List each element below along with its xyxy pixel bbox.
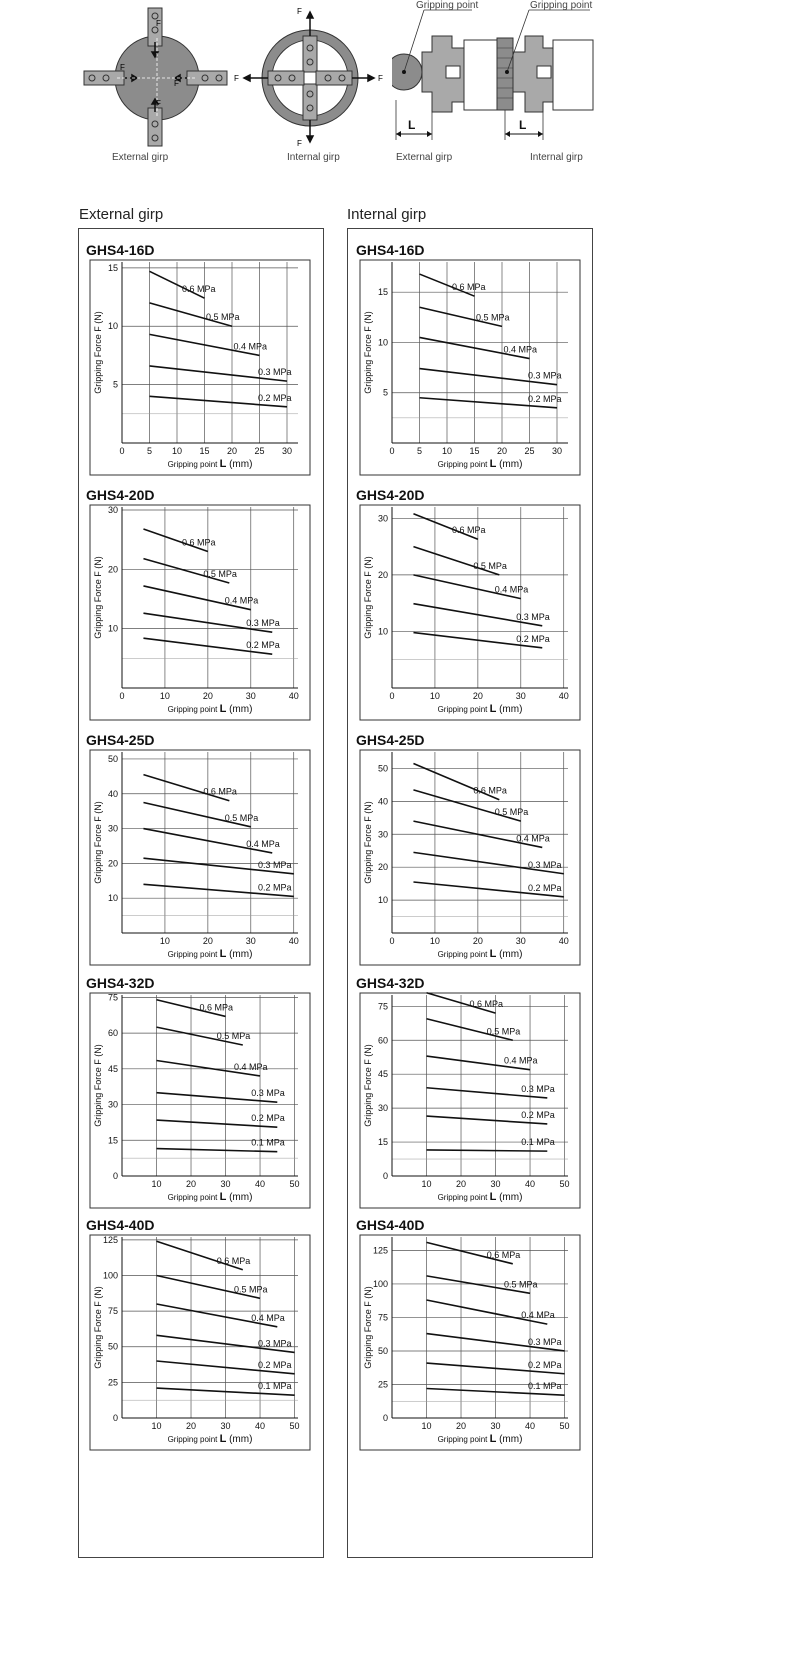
series-label: 0.6 MPa — [486, 1249, 521, 1260]
y-tick-label: 10 — [377, 337, 388, 348]
series-label: 0.2 MPa — [246, 640, 280, 651]
diagram-caption: External girp — [112, 152, 169, 163]
chart — [84, 240, 320, 475]
y-tick-label: 75 — [107, 992, 118, 1003]
series-label: 0.4 MPa — [251, 1312, 285, 1323]
series-label: 0.2 MPa — [258, 882, 292, 893]
series-label: 0.4 MPa — [246, 838, 280, 849]
y-tick-label: 0 — [112, 1171, 118, 1181]
series-label: 0.2 MPa — [258, 1359, 292, 1370]
x-tick-label: 40 — [288, 936, 299, 946]
chart-title: GHS4-40D — [86, 1217, 155, 1233]
chart-title: GHS4-16D — [356, 242, 425, 258]
chart-title: GHS4-16D — [86, 242, 155, 258]
series-label: 0.5 MPa — [203, 568, 237, 579]
series-label: 0.5 MPa — [216, 1031, 251, 1042]
chart — [84, 1215, 320, 1450]
series-label: 0.6 MPa — [182, 284, 216, 295]
series-label: 0.3 MPa — [521, 1083, 555, 1094]
series-label: 0.5 MPa — [504, 1279, 538, 1290]
y-tick-label: 30 — [377, 513, 388, 524]
series-label: 0.3 MPa — [516, 611, 550, 622]
y-tick-label: 0 — [112, 1413, 118, 1423]
diagram-external-circle — [70, 0, 250, 150]
series-label: 0.2 MPa — [258, 392, 292, 403]
x-tick-label: 30 — [281, 446, 293, 456]
y-tick-label: 40 — [107, 788, 118, 799]
x-tick-label: 40 — [525, 1179, 536, 1189]
series-label: 0.5 MPa — [473, 560, 507, 571]
series-label: 0.6 MPa — [216, 1255, 251, 1266]
x-tick-label: 5 — [416, 446, 423, 456]
series-label: 0.4 MPa — [224, 595, 259, 606]
x-tick-label: 30 — [245, 936, 256, 946]
y-tick-label: 10 — [377, 895, 388, 906]
x-tick-label: 10 — [421, 1179, 432, 1189]
series-line — [427, 1150, 548, 1151]
y-axis-label: Gripping Force F (N) — [363, 801, 373, 884]
x-tick-label: 40 — [255, 1179, 266, 1189]
x-tick-label: 0 — [119, 691, 125, 701]
series-label: 0.5 MPa — [224, 812, 259, 823]
svg-text:F: F — [120, 63, 125, 72]
series-label: 0.1 MPa — [251, 1137, 285, 1148]
y-tick-label: 50 — [377, 1345, 388, 1356]
series-label: 0.3 MPa — [246, 618, 280, 629]
x-tick-label: 50 — [289, 1421, 300, 1431]
series-label: 0.5 MPa — [486, 1026, 521, 1037]
y-tick-label: 5 — [112, 379, 118, 390]
y-axis-label: Gripping Force F (N) — [93, 801, 103, 884]
chart-title: GHS4-40D — [356, 1217, 425, 1233]
x-tick-label: 10 — [151, 1421, 162, 1431]
y-tick-label: 75 — [107, 1306, 118, 1317]
y-tick-label: 50 — [107, 753, 118, 764]
y-tick-label: 75 — [377, 1312, 388, 1323]
svg-text:F: F — [297, 139, 302, 148]
series-label: 0.1 MPa — [258, 1381, 292, 1392]
svg-text:F: F — [156, 99, 161, 108]
y-tick-label: 15 — [377, 287, 388, 298]
series-label: 0.2 MPa — [528, 1359, 562, 1370]
x-tick-label: 50 — [289, 1179, 300, 1189]
y-tick-label: 45 — [377, 1069, 388, 1080]
y-tick-label: 50 — [107, 1341, 118, 1352]
series-label: 0.6 MPa — [469, 999, 504, 1010]
y-tick-label: 10 — [107, 321, 118, 332]
y-tick-label: 25 — [107, 1377, 118, 1388]
x-tick-label: 20 — [226, 446, 238, 456]
chart — [354, 973, 590, 1208]
x-axis-label: Gripping point L (mm) — [437, 948, 523, 960]
x-tick-label: 30 — [245, 691, 256, 701]
x-axis-label: Gripping point L (mm) — [167, 1433, 253, 1445]
series-label: 0.4 MPa — [233, 341, 268, 352]
svg-text:F: F — [234, 74, 239, 83]
x-tick-label: 40 — [288, 691, 299, 701]
x-tick-label: 10 — [429, 936, 440, 946]
series-label: 0.6 MPa — [452, 282, 486, 293]
y-axis-label: Gripping Force F (N) — [363, 1044, 373, 1127]
y-axis-label: Gripping Force F (N) — [93, 1044, 103, 1127]
section-title-external: External girp — [79, 206, 164, 223]
y-tick-label: 30 — [107, 504, 118, 515]
y-tick-label: 20 — [377, 862, 388, 873]
x-tick-label: 50 — [559, 1179, 570, 1189]
y-tick-label: 15 — [107, 262, 118, 273]
x-tick-label: 5 — [146, 446, 153, 456]
x-tick-label: 40 — [558, 936, 569, 946]
x-tick-label: 10 — [421, 1421, 432, 1431]
y-tick-label: 30 — [377, 829, 388, 840]
y-tick-label: 45 — [107, 1063, 118, 1074]
y-axis-label: Gripping Force F (N) — [363, 1286, 373, 1369]
x-tick-label: 20 — [496, 446, 508, 456]
chart-title: GHS4-25D — [86, 732, 155, 748]
diagram-caption: External girp — [396, 152, 453, 163]
chart-title: GHS4-32D — [356, 975, 425, 991]
series-label: 0.3 MPa — [258, 367, 292, 378]
chart-title: GHS4-20D — [86, 487, 155, 503]
x-tick-label: 30 — [220, 1421, 231, 1431]
series-label: 0.3 MPa — [251, 1088, 285, 1099]
chart-title: GHS4-25D — [356, 732, 425, 748]
x-axis-label: Gripping point L (mm) — [437, 1433, 523, 1445]
series-label: 0.5 MPa — [234, 1284, 268, 1295]
x-tick-label: 40 — [255, 1421, 266, 1431]
y-axis-label: Gripping Force F (N) — [93, 1286, 103, 1369]
series-label: 0.4 MPa — [521, 1310, 555, 1321]
series-label: 0.4 MPa — [516, 833, 550, 844]
x-tick-label: 10 — [159, 936, 170, 946]
diagram-caption: Internal girp — [287, 152, 340, 163]
x-tick-label: 10 — [429, 691, 440, 701]
series-label: 0.3 MPa — [528, 859, 562, 870]
y-tick-label: 30 — [377, 1103, 388, 1114]
series-label: 0.4 MPa — [503, 344, 538, 355]
x-tick-label: 20 — [472, 936, 483, 946]
callout-label: Gripping point — [530, 0, 593, 11]
series-label: 0.3 MPa — [528, 370, 562, 381]
x-tick-label: 25 — [254, 446, 265, 456]
y-tick-label: 30 — [107, 1099, 118, 1110]
x-tick-label: 0 — [119, 446, 125, 456]
svg-text:F: F — [156, 19, 161, 28]
series-label: 0.4 MPa — [504, 1055, 538, 1066]
x-tick-label: 40 — [558, 691, 569, 701]
x-tick-label: 25 — [524, 446, 535, 456]
svg-text:F: F — [378, 74, 383, 83]
x-axis-label: Gripping point L (mm) — [437, 458, 523, 470]
series-label: 0.6 MPa — [199, 1002, 234, 1013]
series-label: 0.1 MPa — [521, 1137, 555, 1148]
y-tick-label: 125 — [102, 1234, 118, 1245]
y-tick-label: 125 — [372, 1245, 388, 1256]
x-tick-label: 20 — [456, 1179, 467, 1189]
x-tick-label: 20 — [186, 1179, 197, 1189]
y-tick-label: 100 — [372, 1278, 388, 1289]
x-tick-label: 15 — [469, 446, 480, 456]
x-tick-label: 10 — [171, 446, 183, 456]
chart — [84, 973, 320, 1208]
x-tick-label: 10 — [441, 446, 453, 456]
y-axis-label: Gripping Force F (N) — [93, 311, 103, 394]
series-label: 0.5 MPa — [206, 312, 240, 323]
series-label: 0.1 MPa — [528, 1381, 562, 1392]
x-axis-label: Gripping point L (mm) — [167, 948, 253, 960]
y-tick-label: 50 — [377, 763, 388, 774]
x-tick-label: 0 — [389, 691, 395, 701]
chart — [354, 1215, 590, 1450]
x-axis-label: Gripping point L (mm) — [437, 703, 523, 715]
series-label: 0.4 MPa — [494, 584, 529, 595]
y-tick-label: 20 — [107, 858, 118, 869]
series-label: 0.5 MPa — [494, 807, 529, 818]
series-label: 0.4 MPa — [234, 1061, 268, 1072]
x-tick-label: 50 — [559, 1421, 570, 1431]
y-tick-label: 10 — [107, 623, 118, 634]
series-label: 0.6 MPa — [203, 786, 237, 797]
svg-text:F: F — [297, 7, 302, 16]
series-label: 0.2 MPa — [521, 1109, 555, 1120]
x-tick-label: 10 — [151, 1179, 162, 1189]
y-axis-label: Gripping Force F (N) — [363, 311, 373, 394]
chart-title: GHS4-32D — [86, 975, 155, 991]
x-axis-label: Gripping point L (mm) — [167, 458, 253, 470]
series-label: 0.6 MPa — [473, 785, 507, 796]
series-label: 0.2 MPa — [516, 633, 550, 644]
x-tick-label: 40 — [525, 1421, 536, 1431]
y-tick-label: 100 — [102, 1270, 118, 1281]
x-tick-label: 20 — [472, 691, 483, 701]
series-label: 0.5 MPa — [476, 312, 510, 323]
diagram-caption: Internal girp — [530, 152, 583, 163]
y-tick-label: 10 — [107, 893, 118, 904]
chart-title: GHS4-20D — [356, 487, 425, 503]
y-tick-label: 40 — [377, 796, 388, 807]
y-tick-label: 20 — [377, 569, 388, 580]
x-tick-label: 20 — [186, 1421, 197, 1431]
diagram-internal-section — [495, 0, 605, 150]
chart — [354, 730, 590, 965]
series-label: 0.2 MPa — [528, 882, 562, 893]
y-tick-label: 60 — [107, 1028, 118, 1039]
x-tick-label: 20 — [456, 1421, 467, 1431]
x-tick-label: 30 — [515, 936, 526, 946]
series-label: 0.3 MPa — [258, 1338, 292, 1349]
dimension-label: L — [408, 118, 416, 132]
x-tick-label: 0 — [389, 446, 395, 456]
chart — [84, 730, 320, 965]
series-label: 0.6 MPa — [182, 537, 216, 548]
dimension-label: L — [519, 118, 527, 132]
section-title-internal: Internal girp — [347, 206, 427, 223]
chart — [84, 485, 320, 720]
y-tick-label: 5 — [382, 387, 388, 398]
x-tick-label: 30 — [490, 1421, 501, 1431]
svg-text:F: F — [174, 79, 179, 88]
y-tick-label: 15 — [377, 1137, 388, 1148]
x-tick-label: 0 — [389, 936, 395, 946]
y-tick-label: 60 — [377, 1035, 388, 1046]
series-line — [157, 1149, 278, 1152]
x-tick-label: 30 — [220, 1179, 231, 1189]
x-tick-label: 30 — [515, 691, 526, 701]
diagram-internal-circle — [230, 0, 390, 150]
chart — [354, 485, 590, 720]
x-tick-label: 30 — [551, 446, 563, 456]
series-label: 0.2 MPa — [251, 1113, 285, 1124]
y-tick-label: 25 — [377, 1379, 388, 1390]
x-axis-label: Gripping point L (mm) — [167, 703, 253, 715]
y-tick-label: 10 — [377, 626, 388, 637]
chart — [354, 240, 590, 475]
y-tick-label: 75 — [377, 1001, 388, 1012]
series-label: 0.3 MPa — [528, 1336, 562, 1347]
y-tick-label: 20 — [107, 564, 118, 575]
x-tick-label: 20 — [202, 936, 213, 946]
y-axis-label: Gripping Force F (N) — [363, 556, 373, 639]
y-tick-label: 15 — [107, 1135, 118, 1146]
x-tick-label: 20 — [202, 691, 213, 701]
y-tick-label: 0 — [382, 1413, 388, 1423]
series-label: 0.3 MPa — [258, 859, 292, 870]
x-tick-label: 10 — [159, 691, 170, 701]
series-label: 0.2 MPa — [528, 393, 562, 404]
series-label: 0.6 MPa — [452, 525, 486, 536]
y-axis-label: Gripping Force F (N) — [93, 556, 103, 639]
y-tick-label: 30 — [107, 823, 118, 834]
x-axis-label: Gripping point L (mm) — [167, 1191, 253, 1203]
callout-label: Gripping point — [416, 0, 479, 11]
x-tick-label: 30 — [490, 1179, 501, 1189]
x-tick-label: 15 — [199, 446, 210, 456]
y-tick-label: 0 — [382, 1171, 388, 1181]
x-axis-label: Gripping point L (mm) — [437, 1191, 523, 1203]
